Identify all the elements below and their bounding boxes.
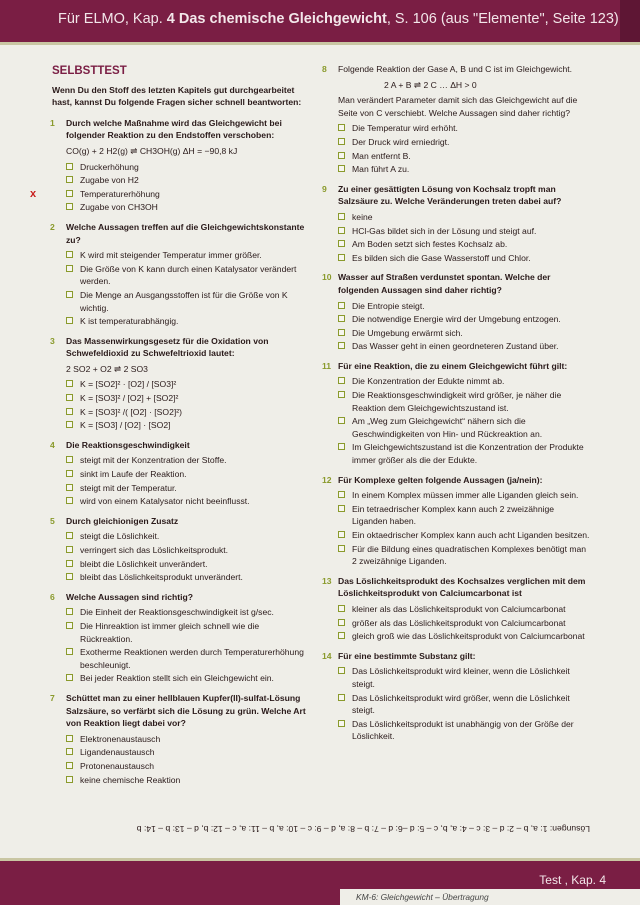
option[interactable]: Die Menge an Ausgangsstoffen ist für die Größe von K wichtig. [66, 289, 312, 314]
checkbox[interactable] [338, 443, 345, 450]
option[interactable]: Die Entropie steigt. [338, 300, 590, 313]
question-number: 4 [50, 439, 55, 450]
option[interactable]: Ligandenaustausch [66, 746, 312, 759]
option[interactable]: Das Löslichkeitsprodukt wird kleiner, wenn die Löslichkeit steigt. [338, 665, 590, 690]
question-number: 14 [322, 650, 332, 661]
option[interactable]: wird von einem Katalysator nicht beeinflusst. [66, 495, 312, 508]
option[interactable]: bleibt die Löslichkeit unverändert. [66, 558, 312, 571]
question-number: 8 [322, 64, 327, 74]
checkbox[interactable] [66, 251, 73, 258]
question-text: Das Löslichkeitsprodukt des Kochsalzes verglichen mit dem Löslichkeitsprodukt von Calciumcarbonat ist [338, 575, 586, 599]
option[interactable]: Der Druck wird erniedrigt. [338, 136, 590, 149]
question-7 [52, 692, 312, 786]
question-number: 5 [50, 515, 55, 526]
checkbox[interactable] [338, 315, 345, 322]
checkbox[interactable] [66, 532, 73, 539]
question-text: Welche Aussagen sind richtig? [66, 591, 194, 602]
checkbox[interactable] [338, 152, 345, 159]
option[interactable]: K = [SO3]² /( [O2] · [SO2]²) [66, 406, 312, 419]
checkbox[interactable] [338, 138, 345, 145]
question-subtext: Man verändert Parameter damit sich das Gleichgewicht auf die Seite von C verschiebt. Welche Aussagen sind daher richtig? [338, 95, 578, 118]
checkbox[interactable] [66, 203, 73, 210]
option[interactable]: Die Temperatur wird erhöht. [338, 122, 590, 135]
option[interactable]: Die Einheit der Reaktionsgeschwindigkeit ist g/sec. [66, 606, 312, 619]
option-list [324, 375, 590, 466]
option[interactable]: Die notwendige Energie wird der Umgebung entzogen. [338, 313, 590, 326]
checkbox[interactable] [338, 619, 345, 626]
question-text: Zu einer gesättigten Lösung von Kochsalz tropft man Salzsäure zu. Welche Veränderungen treten dabei auf? [338, 183, 562, 207]
question-14 [324, 650, 590, 743]
option[interactable]: Zugabe von H2 [66, 174, 312, 187]
question-number: 9 [322, 183, 327, 194]
checkbox[interactable] [66, 497, 73, 504]
checkbox[interactable] [338, 240, 345, 247]
checkbox[interactable] [66, 408, 73, 415]
checkbox[interactable] [338, 720, 345, 727]
option[interactable]: HCl-Gas bildet sich in der Lösung und steigt auf. [338, 225, 590, 238]
option[interactable]: Das Löslichkeitsprodukt ist unabhängig von der Größe der Löslichkeit. [338, 718, 590, 743]
checkbox[interactable] [66, 291, 73, 298]
option[interactable]: Exotherme Reaktionen werden durch Temperaturerhöhung beschleunigt. [66, 646, 312, 671]
option[interactable]: K ist temperaturabhängig. [66, 315, 312, 328]
question-12 [324, 474, 590, 568]
option[interactable]: In einem Komplex müssen immer alle Liganden gleich sein. [338, 489, 590, 502]
option[interactable]: größer als das Löslichkeitsprodukt von Calciumcarbonat [338, 617, 590, 630]
checkbox[interactable] [66, 380, 73, 387]
option-list [52, 161, 312, 214]
checkbox[interactable] [338, 694, 345, 701]
option[interactable]: Man entfernt B. [338, 150, 590, 163]
checkbox[interactable] [338, 545, 345, 552]
option[interactable]: gleich groß wie das Löslichkeitsprodukt von Calciumcarbonat [338, 630, 590, 643]
option[interactable]: K = [SO3]² / [O2] + [SO2]² [66, 392, 312, 405]
option[interactable]: Man führt A zu. [338, 163, 590, 176]
checkbox[interactable] [66, 674, 73, 681]
option-list [52, 530, 312, 583]
reaction-equation: 2 A + B ⇌ 2 C … ΔH > 0 [384, 79, 477, 90]
option-list [52, 606, 312, 685]
option-list [52, 733, 312, 786]
option[interactable]: Am Boden setzt sich festes Kochsalz ab. [338, 238, 590, 251]
checkbox[interactable] [66, 608, 73, 615]
question-text: Für Komplexe gelten folgende Aussagen (ja/nein): [338, 474, 543, 485]
question-text: Durch gleichionigen Zusatz [66, 515, 179, 526]
question-text: Wasser auf Straßen verdunstet spontan. Welche der folgenden Aussagen sind daher richtig? [338, 272, 551, 295]
option[interactable]: Ein tetraedrischer Komplex kann auch 2 zweizähnige Liganden haben. [338, 503, 590, 528]
title-prefix: Für ELMO, Kap. [58, 11, 167, 27]
footer-code: KM-6: Gleichgewicht – Übertragung [340, 889, 640, 905]
option[interactable]: sinkt im Laufe der Reaktion. [66, 468, 312, 481]
option[interactable]: steigt mit der Konzentration der Stoffe. [66, 454, 312, 467]
option[interactable]: steigt die Löslichkeit. [66, 530, 312, 543]
checkbox[interactable] [66, 470, 73, 477]
checkbox[interactable] [66, 265, 73, 272]
question-number: 2 [50, 221, 55, 232]
test-intro: Wenn Du den Stoff des letzten Kapitels gut durchgearbeitet hast, kannst Du folgende Fragen sicher schnell beantworten: [52, 84, 302, 108]
checkbox[interactable] [338, 329, 345, 336]
question-number: 11 [322, 360, 332, 371]
checkbox[interactable] [66, 394, 73, 401]
right-column [324, 63, 590, 750]
checkbox[interactable] [66, 748, 73, 755]
option[interactable]: Für die Bildung eines quadratischen Komplexes benötigt man 2 zweizähnige Liganden. [338, 543, 590, 568]
question-text: Durch welche Maßnahme wird das Gleichgewicht bei folgender Reaktion zu den Endstoffen verschoben: [66, 117, 282, 141]
question-3 [52, 335, 312, 432]
checkbox[interactable] [66, 163, 73, 170]
checkbox[interactable] [66, 560, 73, 567]
checkbox[interactable] [338, 417, 345, 424]
question-text: Schüttet man zu einer hellblauen Kupfer(II)-sulfat-Lösung Salzsäure, so verfärbt sich die Lösung zu grün. Welche Art von Reaktion liegt dabei vor? [66, 692, 306, 729]
question-8 [324, 63, 590, 176]
option[interactable]: Die Hinreaktion ist immer gleich schnell wie die Rückreaktion. [66, 620, 312, 645]
question-number: 13 [322, 575, 332, 586]
checkbox[interactable] [338, 227, 345, 234]
question-10 [324, 271, 590, 353]
question-number: 3 [50, 335, 55, 346]
checkbox[interactable] [338, 302, 345, 309]
question-text: Welche Aussagen treffen auf die Gleichgewichtskonstante zu? [66, 221, 305, 245]
checkbox[interactable] [66, 622, 73, 629]
page-title [58, 11, 619, 27]
checkbox[interactable] [66, 317, 73, 324]
checkbox[interactable] [66, 190, 73, 197]
checkbox[interactable] [66, 573, 73, 580]
worksheet [0, 45, 640, 855]
option[interactable]: Temperaturerhöhung [66, 188, 312, 201]
checkbox[interactable] [66, 735, 73, 742]
option[interactable]: Die Umgebung erwärmt sich. [338, 327, 590, 340]
option-list [324, 122, 590, 175]
option[interactable]: Die Konzentration der Edukte nimmt ab. [338, 375, 590, 388]
checkbox[interactable] [338, 531, 345, 538]
option-list [52, 454, 312, 507]
answer-key: Lösungen: 1: a, b – 2: d – 3: c – 4: a, b, c – 5: d –6: d – 7: b – 8: a, d – 9: c – 10: a, b – 11: a, c – 12: b, d – 13: b – 14: b [136, 824, 590, 834]
option[interactable]: Ein oktaedrischer Komplex kann auch acht Liganden besitzen. [338, 529, 590, 542]
checkbox[interactable] [66, 421, 73, 428]
checkbox[interactable] [338, 505, 345, 512]
question-number: 1 [50, 117, 55, 128]
option[interactable]: K = [SO2]² · [O2] / [SO3]² [66, 378, 312, 391]
checkbox[interactable] [338, 254, 345, 261]
option[interactable]: Es bilden sich die Gase Wasserstoff und Chlor. [338, 252, 590, 265]
checkbox[interactable] [338, 213, 345, 220]
question-9 [324, 183, 590, 265]
option[interactable]: Das Löslichkeitsprodukt wird größer, wenn die Löslichkeit steigt. [338, 692, 590, 717]
footer-tag: Test , Kap. 4 [539, 873, 606, 887]
question-11 [324, 360, 590, 467]
header-band [0, 0, 640, 42]
question-2 [52, 221, 312, 328]
option[interactable]: Bei jeder Reaktion stellt sich ein Gleichgewicht ein. [66, 672, 312, 685]
option[interactable]: K = [SO3] / [O2] · [SO2] [66, 419, 312, 432]
option[interactable]: keine chemische Reaktion [66, 774, 312, 787]
question-1 [52, 117, 312, 214]
option[interactable]: steigt mit der Temperatur. [66, 482, 312, 495]
option-list [324, 211, 590, 264]
checkbox[interactable] [66, 484, 73, 491]
option[interactable]: Die Reaktionsgeschwindigkeit wird größer, je näher die Reaktion dem Gleichgewichtszustand ist. [338, 389, 590, 414]
option[interactable]: K wird mit steigender Temperatur immer größer. [66, 249, 312, 262]
question-text: Folgende Reaktion der Gase A, B und C ist im Gleichgewicht. [338, 64, 573, 74]
wrong-mark: x [30, 188, 37, 200]
question-5 [52, 515, 312, 584]
question-number: 10 [322, 272, 332, 283]
checkbox[interactable] [338, 342, 345, 349]
option[interactable]: kleiner als das Löslichkeitsprodukt von Calciumcarbonat [338, 603, 590, 616]
option[interactable]: Im Gleichgewichtszustand ist die Konzentration der Produkte immer größer als die der Edukte. [338, 441, 590, 466]
checkbox[interactable] [338, 632, 345, 639]
option[interactable]: Elektronenaustausch [66, 733, 312, 746]
option[interactable]: Die Größe von K kann durch einen Katalysator verändert werden. [66, 263, 312, 288]
option-list [324, 300, 590, 353]
checkbox[interactable] [66, 648, 73, 655]
checkbox[interactable] [338, 391, 345, 398]
question-text: Das Massenwirkungsgesetz für die Oxidation von Schwefeldioxid zu Schwefeltrioxid lautet: [66, 335, 269, 359]
reaction-equation: CO(g) + 2 H2(g) ⇌ CH3OH(g) ΔH = −90,8 kJ [66, 145, 238, 156]
checkbox[interactable] [66, 546, 73, 553]
question-4 [52, 439, 312, 508]
option-list [324, 665, 590, 743]
title-suffix: , S. 106 (aus "Elemente", Seite 123) [386, 11, 619, 27]
question-number: 6 [50, 591, 55, 602]
checkbox[interactable] [338, 124, 345, 131]
option[interactable]: verringert sich das Löslichkeitsprodukt. [66, 544, 312, 557]
option-list [52, 378, 312, 431]
question-number: 12 [322, 474, 332, 485]
option[interactable]: Protonenaustausch [66, 760, 312, 773]
question-number: 7 [50, 692, 55, 703]
checkbox[interactable] [66, 776, 73, 783]
title-chapter: 4 Das chemische Gleichgewicht [166, 11, 387, 27]
question-text: Für eine bestimmte Substanz gilt: [338, 650, 476, 661]
checkbox[interactable] [66, 456, 73, 463]
option[interactable]: bleibt das Löslichkeitsprodukt unverändert. [66, 571, 312, 584]
header-corner [620, 0, 640, 42]
reaction-equation: 2 SO2 + O2 ⇌ 2 SO3 [66, 363, 148, 374]
checkbox[interactable] [66, 176, 73, 183]
option-list [52, 249, 312, 328]
question-13 [324, 575, 590, 643]
option[interactable]: Zugabe von CH3OH [66, 201, 312, 214]
checkbox[interactable] [338, 491, 345, 498]
option[interactable]: Am „Weg zum Gleichgewicht“ nähern sich die Geschwindigkeiten von Hin- und Rückreaktion an. [338, 415, 590, 440]
checkbox[interactable] [66, 762, 73, 769]
option[interactable]: keine [338, 211, 590, 224]
option-list [324, 603, 590, 643]
option-list [324, 489, 590, 568]
option[interactable]: Druckerhöhung [66, 161, 312, 174]
checkbox[interactable] [338, 377, 345, 384]
question-6 [52, 591, 312, 685]
question-text: Die Reaktionsgeschwindigkeit [66, 439, 190, 450]
footer-band [0, 861, 640, 905]
checkbox[interactable] [338, 605, 345, 612]
test-heading: SELBSTTEST [52, 65, 127, 77]
left-column [52, 65, 312, 793]
checkbox[interactable] [338, 165, 345, 172]
option[interactable]: Das Wasser geht in einen geordneteren Zustand über. [338, 340, 590, 353]
checkbox[interactable] [338, 667, 345, 674]
question-text: Für eine Reaktion, die zu einem Gleichgewicht führt gilt: [338, 360, 568, 371]
